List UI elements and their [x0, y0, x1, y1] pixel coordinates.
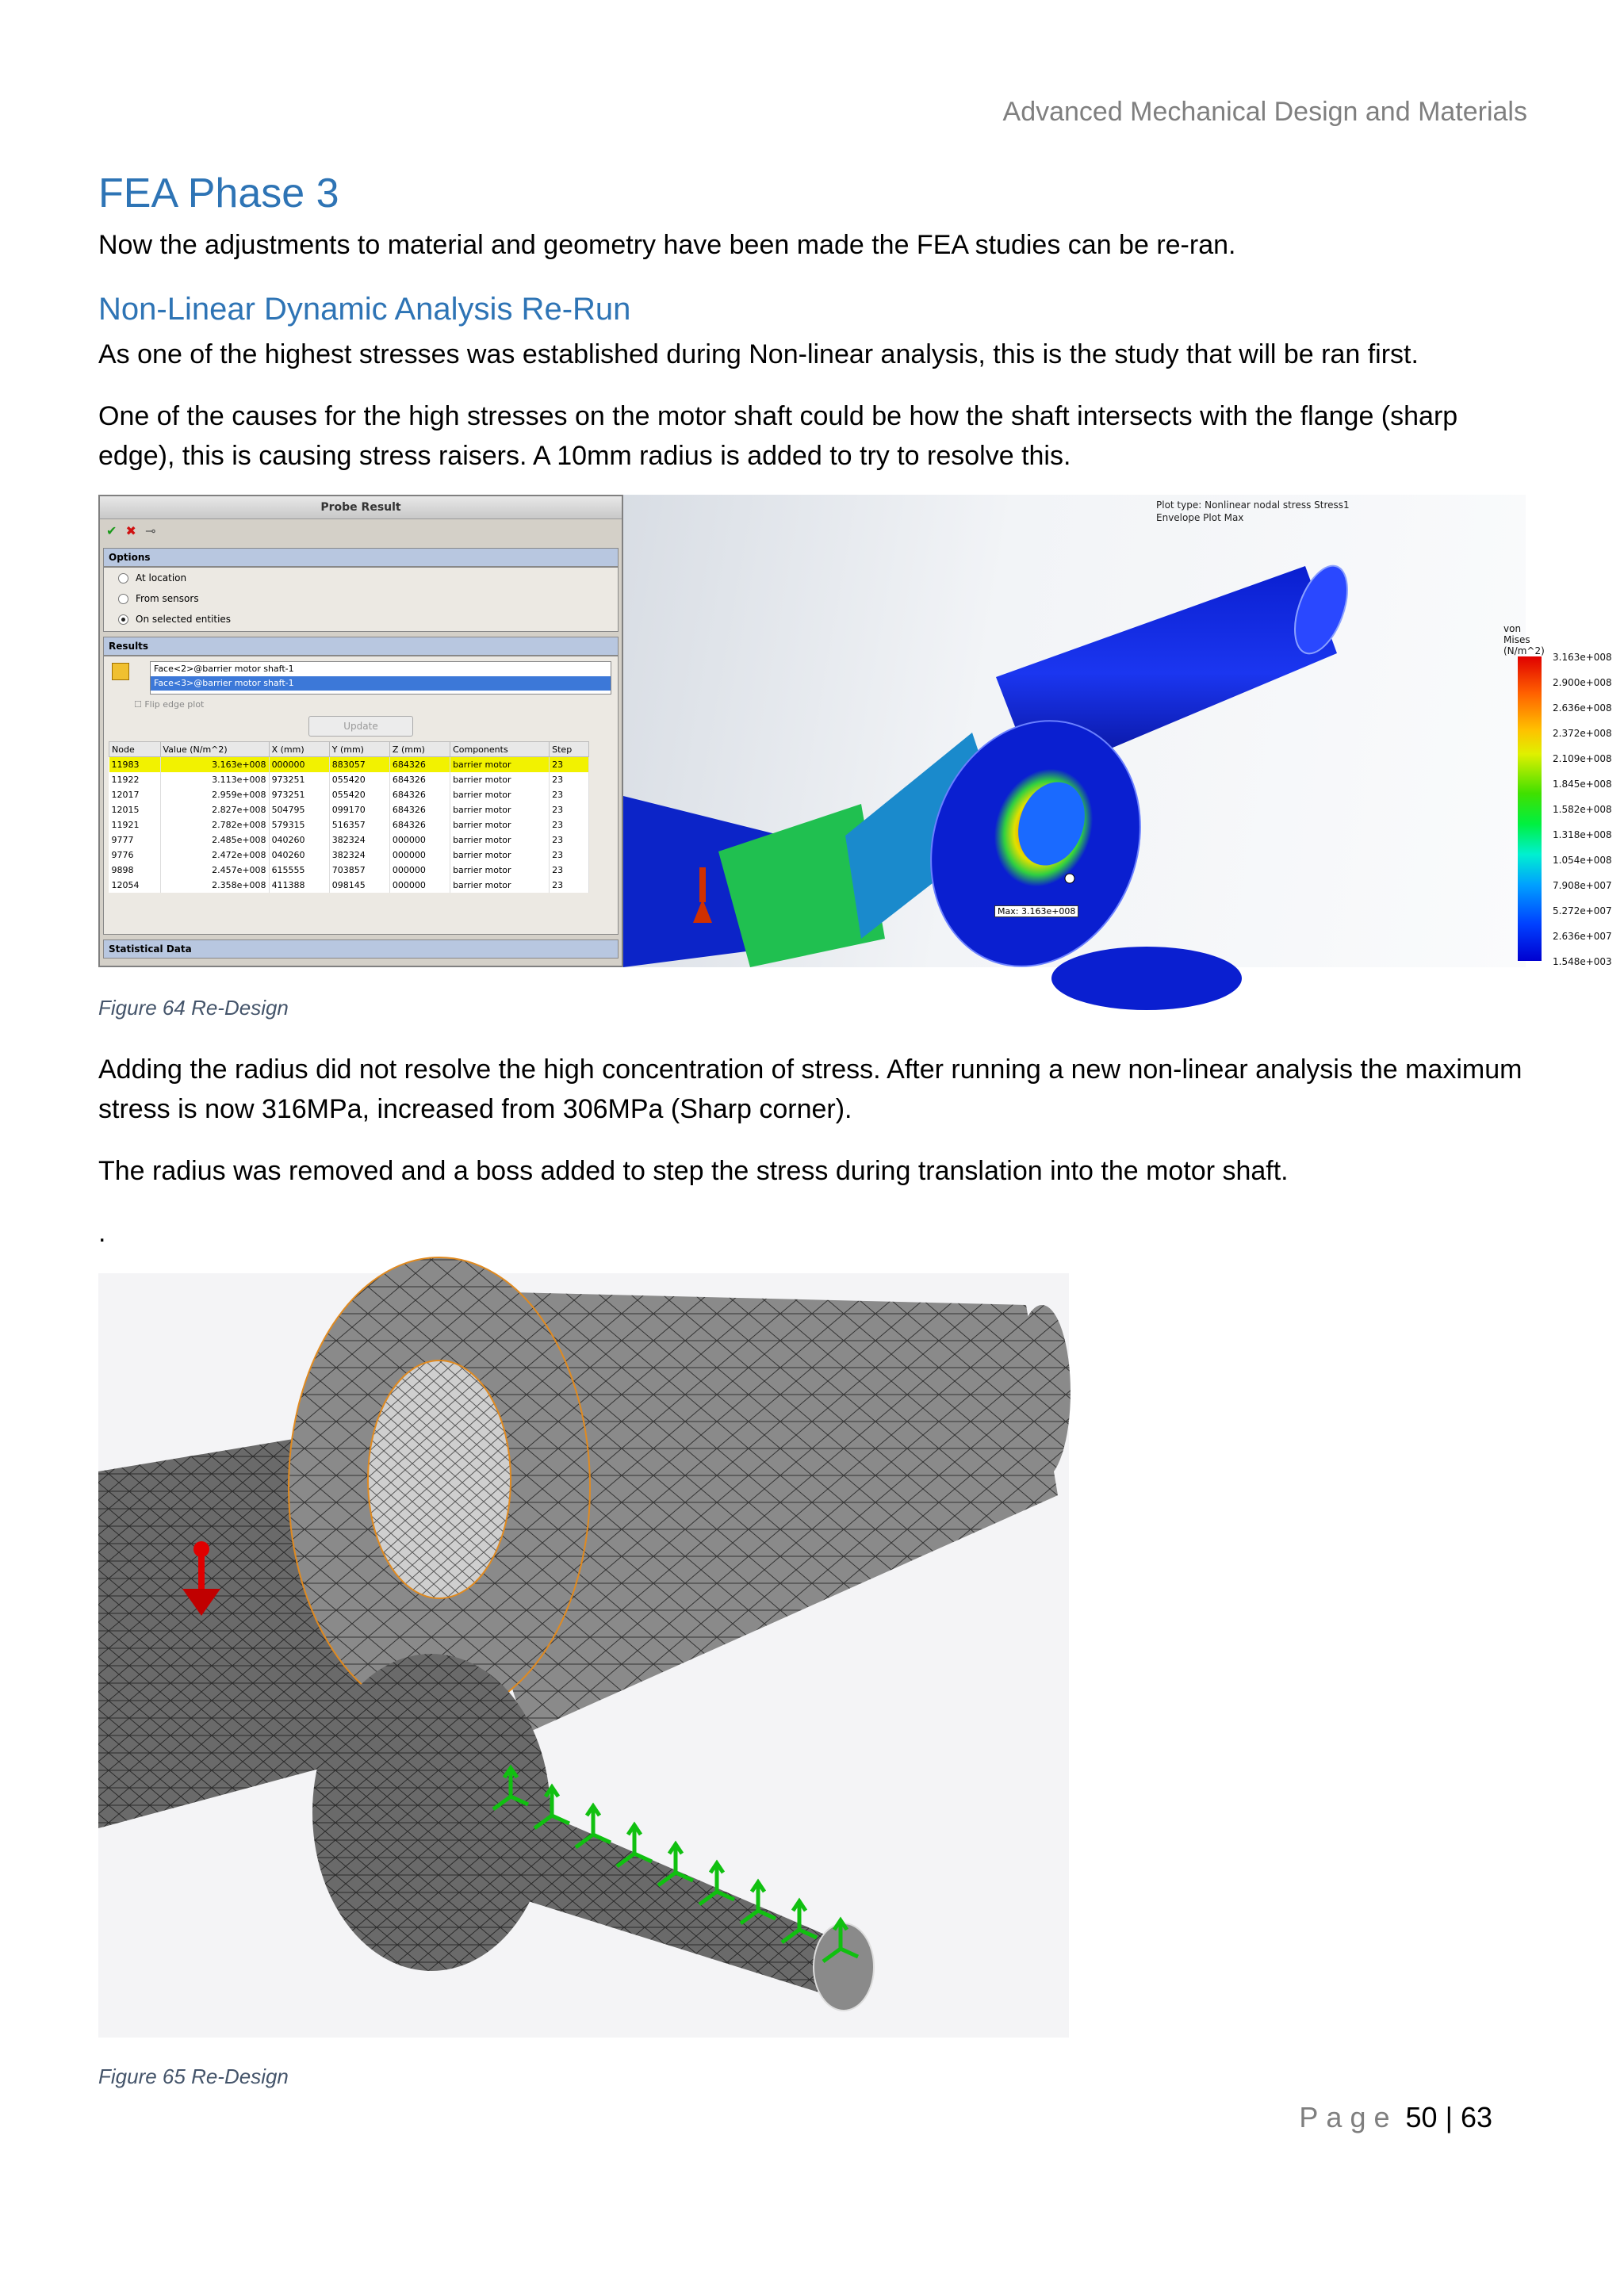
- table-cell: 098145: [329, 878, 389, 893]
- table-cell: 684326: [389, 787, 450, 802]
- col-value[interactable]: Value (N/m^2): [160, 742, 269, 757]
- section-title: FEA Phase 3: [98, 170, 339, 216]
- motor-bore: [368, 1360, 511, 1598]
- flip-edge-label: Flip edge plot: [144, 699, 205, 710]
- subsection-title: Non-Linear Dynamic Analysis Re-Run: [98, 292, 631, 327]
- paragraph-3: Adding the radius did not resolve the high concentration of stress. After running a new non-linear analysis the maximum stress is now 316MPa, increased from 306MPa (Sharp corner).: [98, 1054, 1522, 1124]
- results-header[interactable]: Results: [103, 637, 619, 656]
- legend-label: 1.054e+008: [1553, 855, 1612, 866]
- table-cell: 000000: [269, 757, 329, 773]
- ok-icon[interactable]: ✔: [106, 523, 117, 538]
- col-components[interactable]: Components: [450, 742, 550, 757]
- plot-type-label: Plot type: Nonlinear nodal stress Stress1: [1156, 499, 1350, 511]
- table-cell: barrier motor: [450, 787, 550, 802]
- legend-label: 2.372e+008: [1553, 728, 1612, 739]
- table-cell: 23: [550, 802, 589, 817]
- table-cell: 000000: [389, 878, 450, 893]
- legend-label: 2.900e+008: [1553, 677, 1612, 688]
- page-label: Page: [1299, 2101, 1398, 2133]
- update-button[interactable]: Update: [308, 716, 413, 737]
- mesh-model-svg: [98, 1273, 1069, 2038]
- face-item[interactable]: Face<2>@barrier motor shaft-1: [154, 664, 294, 674]
- table-cell: 23: [550, 848, 589, 863]
- probe-result-panel: [98, 495, 623, 967]
- table-cell: 684326: [389, 757, 450, 773]
- table-cell: 040260: [269, 832, 329, 848]
- table-cell: 23: [550, 757, 589, 773]
- table-cell: barrier motor: [450, 802, 550, 817]
- table-cell: 3.113e+008: [160, 772, 269, 787]
- page-current: 50: [1405, 2101, 1438, 2133]
- table-cell: 504795: [269, 802, 329, 817]
- legend-label: 2.109e+008: [1553, 753, 1612, 764]
- figure-64-caption: Figure 64 Re-Design: [98, 996, 289, 1020]
- table-row[interactable]: [109, 757, 589, 773]
- table-cell: 684326: [389, 802, 450, 817]
- paragraph-1: As one of the highest stresses was established during Non-linear analysis, this is the study that will be ran first.: [98, 339, 1419, 369]
- legend-label: 1.845e+008: [1553, 779, 1612, 790]
- table-cell: 000000: [389, 863, 450, 878]
- table-cell: 23: [550, 772, 589, 787]
- radio-on-selected-entities[interactable]: On selected entities: [104, 609, 618, 629]
- figure-65-caption: Figure 65 Re-Design: [98, 2064, 289, 2088]
- figure-64: [98, 495, 1612, 967]
- legend-label: 1.548e+003: [1553, 956, 1612, 967]
- table-cell: 12015: [109, 802, 161, 817]
- table-cell: 516357: [329, 817, 389, 832]
- table-cell: 11922: [109, 772, 161, 787]
- table-cell: 23: [550, 817, 589, 832]
- probe-results-table: [109, 741, 589, 893]
- table-cell: 23: [550, 878, 589, 893]
- dot-line: .: [98, 1218, 106, 1248]
- figure-65: [98, 1273, 1069, 2038]
- col-z[interactable]: Z (mm): [389, 742, 450, 757]
- table-cell: 12017: [109, 787, 161, 802]
- col-node[interactable]: Node: [109, 742, 161, 757]
- radio-at-location[interactable]: At location: [104, 568, 618, 588]
- legend-label: 3.163e+008: [1553, 652, 1612, 663]
- options-box: [103, 567, 619, 632]
- envelope-label: Envelope Plot Max: [1156, 512, 1244, 523]
- table-cell: 411388: [269, 878, 329, 893]
- table-cell: 040260: [269, 848, 329, 863]
- legend-label: 2.636e+007: [1553, 931, 1612, 942]
- table-cell: 684326: [389, 772, 450, 787]
- table-cell: 684326: [389, 817, 450, 832]
- table-row[interactable]: [109, 802, 589, 817]
- table-cell: 11983: [109, 757, 161, 773]
- cancel-icon[interactable]: ✖: [125, 523, 136, 538]
- table-cell: 2.457e+008: [160, 863, 269, 878]
- col-step[interactable]: Step: [550, 742, 589, 757]
- table-cell: 000000: [389, 848, 450, 863]
- face-list[interactable]: [150, 661, 611, 695]
- col-y[interactable]: Y (mm): [329, 742, 389, 757]
- table-cell: 2.959e+008: [160, 787, 269, 802]
- table-cell: 615555: [269, 863, 329, 878]
- paragraph-2: One of the causes for the high stresses on the motor shaft could be how the shaft intersects with the flange (sharp edge), this is causing stress raisers. A 10mm radius is added to try to resolve this.: [98, 401, 1458, 471]
- load-arrow-shaft: [699, 867, 706, 902]
- table-cell: barrier motor: [450, 817, 550, 832]
- probe-toolbar: [100, 519, 622, 543]
- lower-part: [1051, 947, 1242, 1010]
- table-cell: barrier motor: [450, 832, 550, 848]
- table-cell: 23: [550, 832, 589, 848]
- table-cell: 703857: [329, 863, 389, 878]
- legend-title: von Mises (N/m^2): [1503, 623, 1545, 656]
- page-number: [1299, 2101, 1492, 2134]
- table-cell: 2.827e+008: [160, 802, 269, 817]
- table-cell: 973251: [269, 772, 329, 787]
- fea-model-svg: [623, 495, 1526, 967]
- table-row[interactable]: [109, 863, 589, 878]
- table-row[interactable]: [109, 772, 589, 787]
- table-cell: 382324: [329, 848, 389, 863]
- table-cell: 973251: [269, 787, 329, 802]
- options-header[interactable]: Options: [103, 548, 619, 567]
- table-row[interactable]: [109, 832, 589, 848]
- legend-label: 5.272e+007: [1553, 905, 1612, 916]
- page-total: 63: [1460, 2101, 1492, 2133]
- table-cell: barrier motor: [450, 848, 550, 863]
- max-marker: [1065, 874, 1074, 883]
- table-cell: 883057: [329, 757, 389, 773]
- table-row[interactable]: [109, 787, 589, 802]
- flip-edge-checkbox[interactable]: ☐ Flip edge plot: [134, 699, 205, 710]
- table-cell: 3.163e+008: [160, 757, 269, 773]
- face-item-selected[interactable]: Face<3>@barrier motor shaft-1: [151, 676, 611, 691]
- table-cell: 055420: [329, 787, 389, 802]
- statistical-data-header[interactable]: Statistical Data: [103, 939, 619, 959]
- table-cell: 000000: [389, 832, 450, 848]
- face-select-icon: [112, 663, 129, 680]
- probe-title: Probe Result: [100, 496, 622, 519]
- shaft-tip: [814, 1923, 874, 2011]
- table-cell: 2.472e+008: [160, 848, 269, 863]
- max-annotation: [994, 905, 1078, 917]
- table-cell: 9898: [109, 863, 161, 878]
- table-cell: 055420: [329, 772, 389, 787]
- legend-label: 1.582e+008: [1553, 804, 1612, 815]
- fea-stress-plot: [623, 495, 1545, 967]
- running-header: Advanced Mechanical Design and Materials: [1002, 97, 1527, 127]
- max-label: Max:: [998, 906, 1019, 916]
- legend-label: 7.908e+007: [1553, 880, 1612, 891]
- table-cell: 12054: [109, 878, 161, 893]
- max-value: 3.163e+008: [1021, 906, 1076, 916]
- table-header-row: [109, 742, 589, 757]
- table-cell: 099170: [329, 802, 389, 817]
- table-cell: 23: [550, 787, 589, 802]
- legend-color-bar: [1518, 656, 1542, 961]
- intro-paragraph: Now the adjustments to material and geometry have been made the FEA studies can be re-ran.: [98, 230, 1236, 260]
- table-cell: 2.485e+008: [160, 832, 269, 848]
- table-cell: 9777: [109, 832, 161, 848]
- table-cell: barrier motor: [450, 863, 550, 878]
- table-cell: 11921: [109, 817, 161, 832]
- table-cell: 382324: [329, 832, 389, 848]
- table-cell: 9776: [109, 848, 161, 863]
- radio-from-sensors[interactable]: From sensors: [104, 588, 618, 609]
- pin-icon[interactable]: ⊸: [145, 523, 156, 538]
- table-cell: barrier motor: [450, 878, 550, 893]
- table-cell: barrier motor: [450, 772, 550, 787]
- table-row[interactable]: [109, 878, 589, 893]
- legend-label: 2.636e+008: [1553, 702, 1612, 714]
- table-cell: 579315: [269, 817, 329, 832]
- col-x[interactable]: X (mm): [269, 742, 329, 757]
- table-cell: 2.782e+008: [160, 817, 269, 832]
- page-separator: |: [1445, 2101, 1453, 2133]
- legend-label: 1.318e+008: [1553, 829, 1612, 840]
- table-cell: 2.358e+008: [160, 878, 269, 893]
- table-cell: barrier motor: [450, 757, 550, 773]
- table-row[interactable]: [109, 848, 589, 863]
- table-row[interactable]: [109, 817, 589, 832]
- results-box: [103, 656, 619, 935]
- paragraph-4: The radius was removed and a boss added to step the stress during translation into the motor shaft.: [98, 1156, 1289, 1186]
- table-cell: 23: [550, 863, 589, 878]
